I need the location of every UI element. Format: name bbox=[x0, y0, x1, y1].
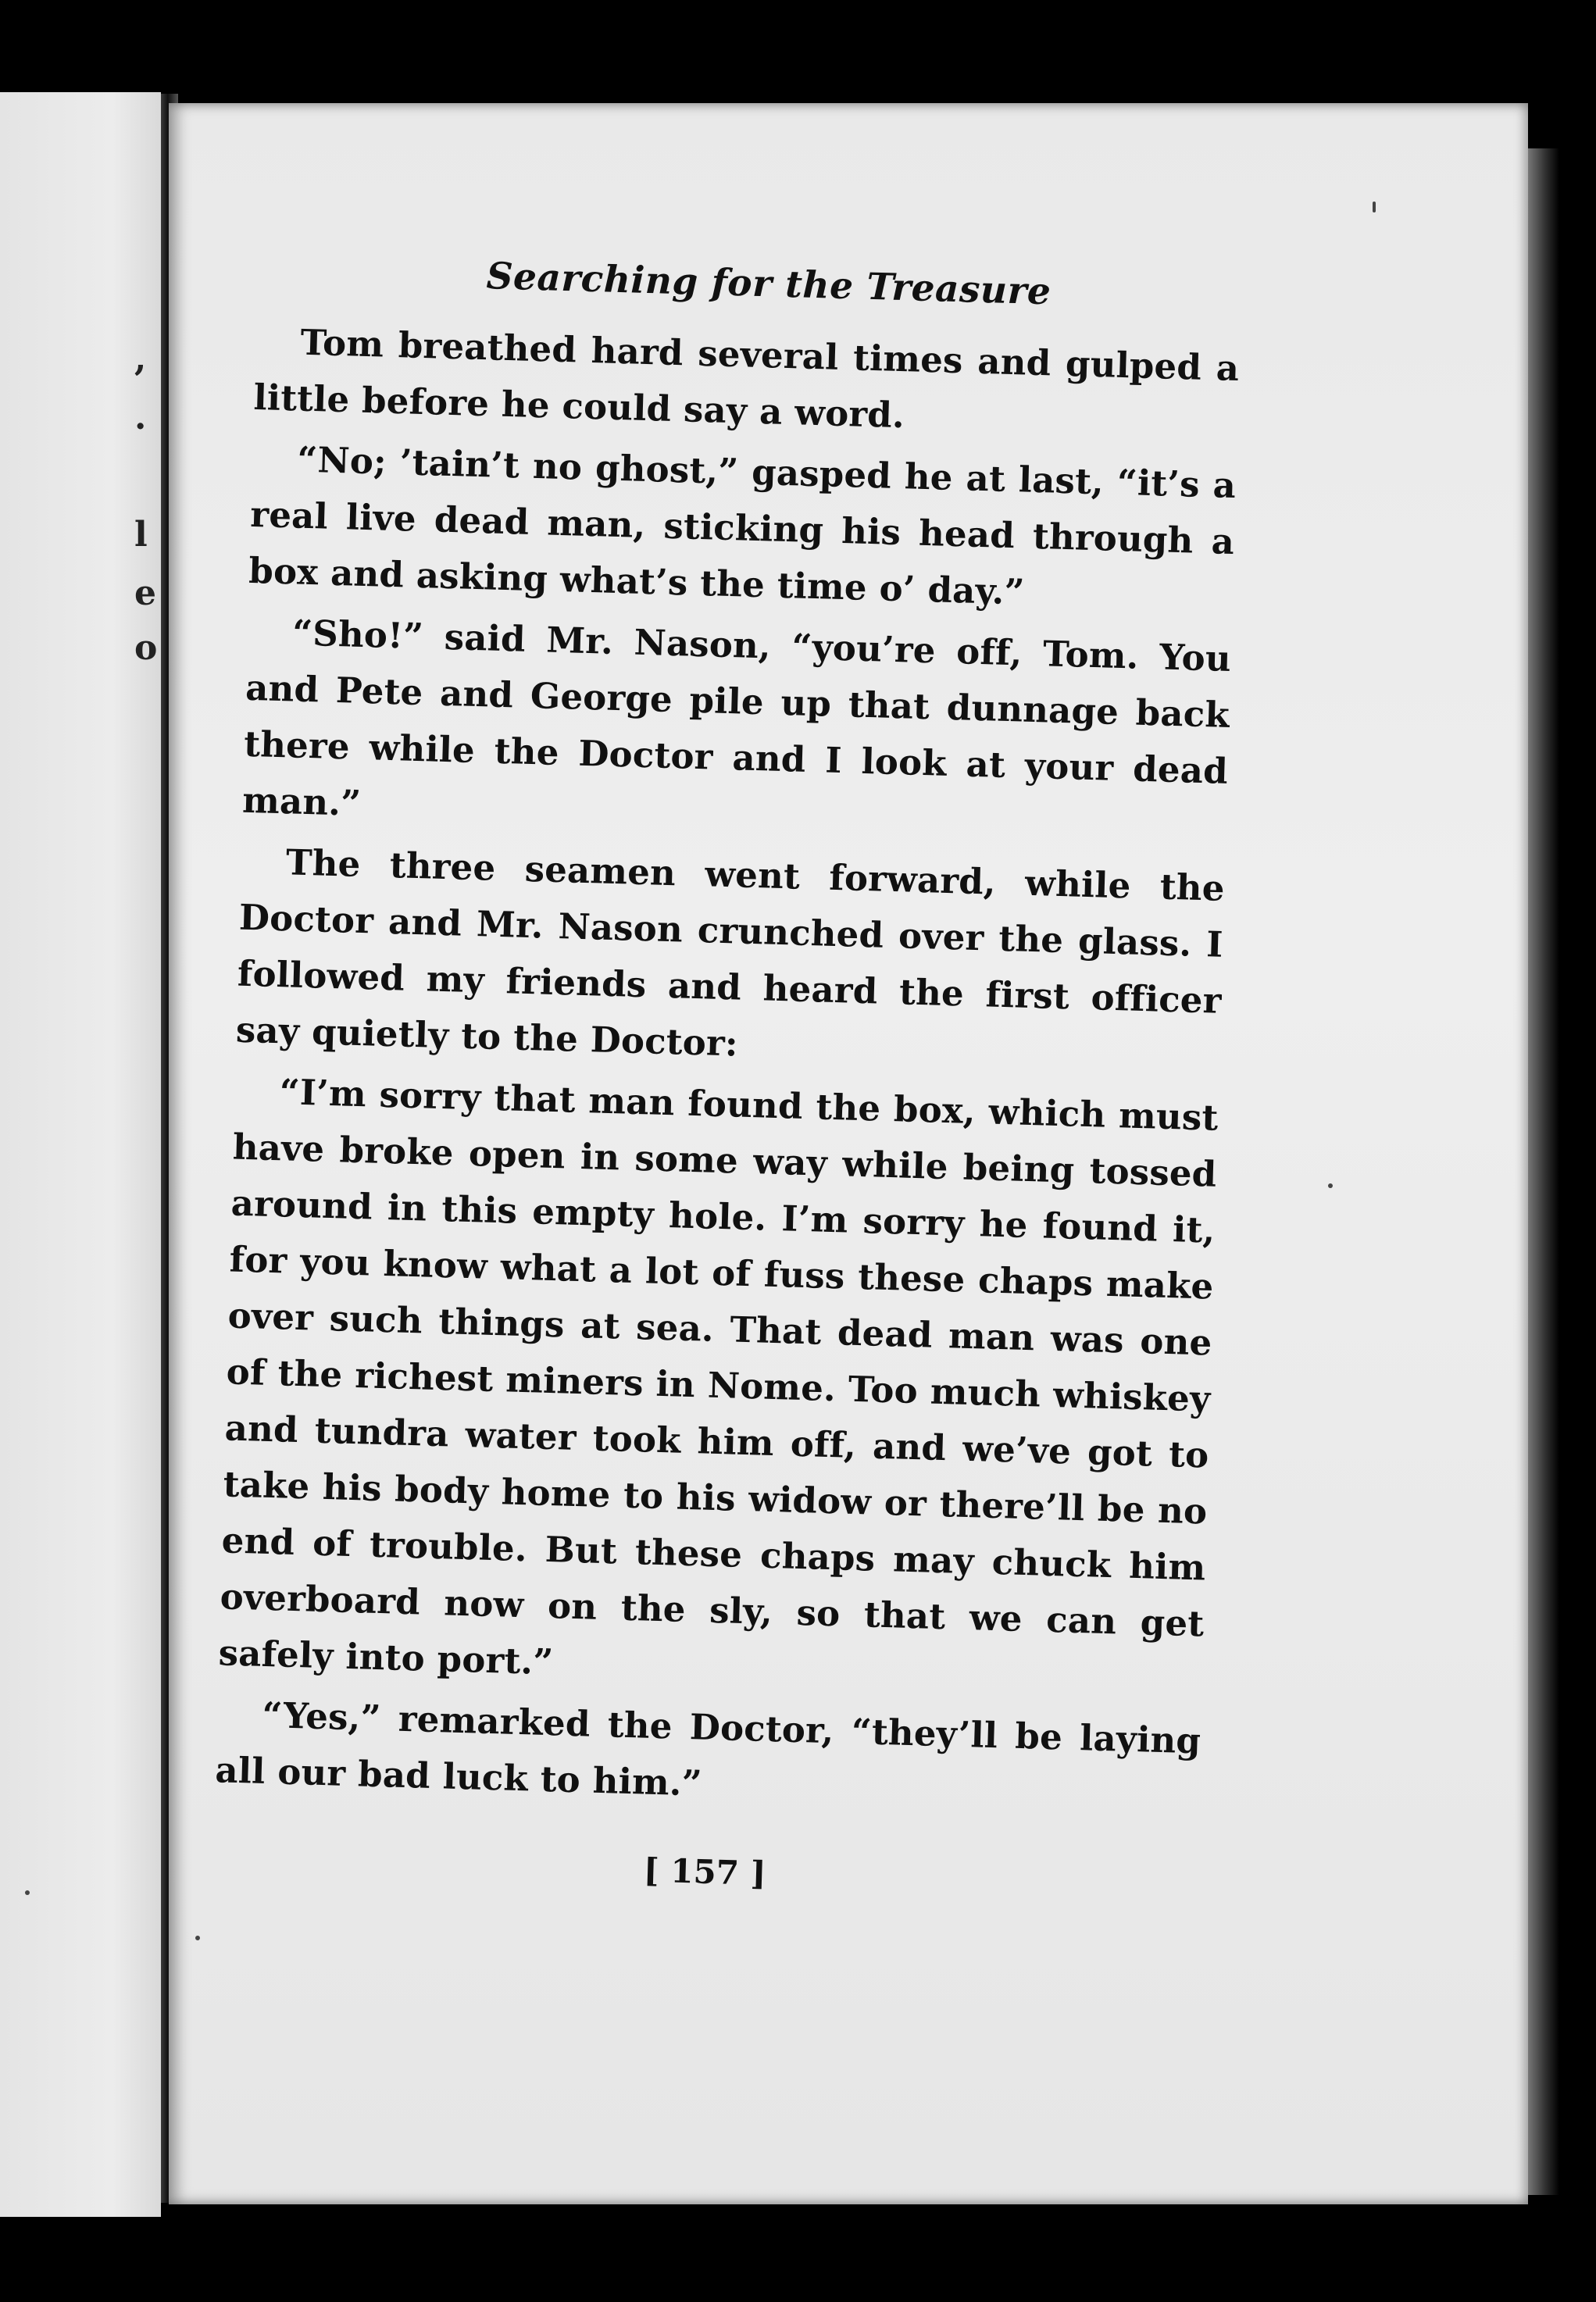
page-number: [ 157 ] bbox=[643, 1851, 767, 1893]
paragraph: “Sho!” said Mr. Nason, “you’re off, Tom. You and Pete and George pile up that dunnage back there while the Doctor and I look at your dead man.” bbox=[241, 612, 1232, 824]
paragraph: Tom breathed hard several times and gulped a little before he could say a word. bbox=[252, 321, 1240, 437]
dust-speck bbox=[1328, 1183, 1333, 1188]
dust-speck bbox=[1373, 202, 1376, 212]
paragraph: “Yes,” remarked the Doctor, “they’ll be laying all our bad luck to him.” bbox=[214, 1693, 1201, 1804]
facing-page-fragment: . bbox=[134, 398, 147, 437]
facing-page-fragment: o bbox=[134, 628, 158, 668]
page-text-block bbox=[212, 248, 1242, 1904]
dust-speck bbox=[25, 1890, 30, 1895]
page-edge-shadow bbox=[1528, 148, 1559, 2195]
paragraph: “I’m sorry that man found the box, which must have broke open in some way while being tossed around in this empty hole. I’m sorry he found it, for you know what a lot of fuss these chaps make over such things at sea. That dead man was one of the richest miners in Nome. Too much whiskey and tundra water took him off, and we’ve got to take his body home to his widow or there’ll be no end of trouble. But these chaps may chuck him overboard now on the sly, so that we can get safely into port.” bbox=[218, 1071, 1219, 1683]
facing-page-fragment: , bbox=[134, 339, 147, 379]
running-head: Searching for the Treasure bbox=[485, 255, 1052, 314]
facing-page-edge bbox=[0, 92, 161, 2217]
paragraph: “No; ’tain’t no ghost,” gasped he at last, “it’s a real live dead man, sticking his head through a box and asking what’s the time o’ day.” bbox=[248, 438, 1237, 613]
facing-page-fragment: e bbox=[134, 573, 156, 613]
facing-page-fragment: l bbox=[134, 515, 148, 555]
dust-speck bbox=[195, 1936, 200, 1940]
paragraph: The three seamen went forward, while the Doctor and Mr. Nason crunched over the glass. I followed my friends and heard the first officer say quietly to the Doctor: bbox=[235, 841, 1226, 1065]
